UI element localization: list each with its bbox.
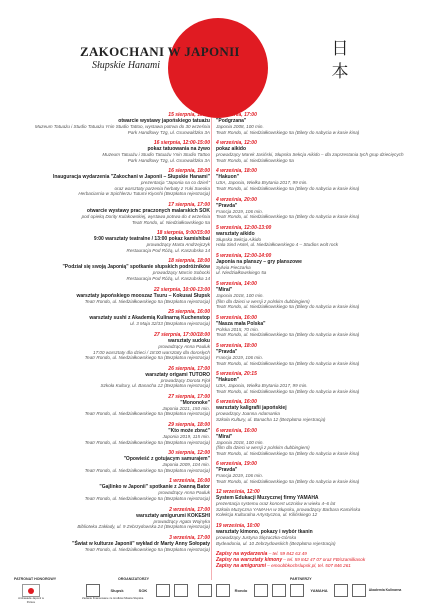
contact-label: Zapisy na warsztaty kimony xyxy=(216,557,283,564)
event-title: "Mirai" xyxy=(216,433,233,440)
event-title: pokaz aikido xyxy=(216,146,247,153)
logo-icon xyxy=(174,584,188,597)
event-item xyxy=(216,428,412,457)
event-detail: Teatr Rondo, ul. Niedziałkowskiego 5a xyxy=(216,157,294,163)
event-detail: Francja 2019, 106 min. xyxy=(216,355,263,360)
event-detail: Teatr Rondo, ul. Niedziałkowskiego 5a (Bilety do nabycia w kasie kina) xyxy=(216,185,360,191)
event-item xyxy=(14,422,210,445)
event-detail: Herbaciarnia w Spichlerzu Tutumi Kiyoshi (Bezpłatna rejestracja) xyxy=(78,191,210,197)
event-item xyxy=(216,523,412,546)
event-item xyxy=(14,535,210,553)
event-item xyxy=(14,450,210,473)
page-title: ZAKOCHANI W JAPONII xyxy=(80,44,240,59)
event-title: pokaz tatuowania na żywo xyxy=(147,146,210,153)
event-title: "Podgrzana" xyxy=(216,118,247,124)
event-detail: (film dla dzieci w wersji z polskim dubbingiem) xyxy=(216,445,310,451)
event-title: "Mirai" xyxy=(216,287,233,294)
event-detail: prowadzący Agata Wojnyka xyxy=(153,518,210,524)
event-detail: ul. Niedziałkowskiego 5a xyxy=(216,270,267,276)
contact-label: Zapisy na amigurumi xyxy=(216,563,267,570)
event-title: System Edukacji Muzycznej firmy YAMAHA xyxy=(216,495,319,502)
event-detail: prowadzący Marta Andrzejczyk xyxy=(146,242,210,248)
event-title: warsztaty kimono, pokazy i wybór tkanin xyxy=(216,529,313,536)
event-title: Inauguracja wydarzenia "Zakochani w Japonii – Słupskie Hanami" xyxy=(52,174,210,181)
event-date: 5 września, 16:00 xyxy=(216,314,257,321)
event-item xyxy=(216,140,412,163)
event-detail: prowadzący Dorota Fijoł xyxy=(160,377,210,383)
event-detail: Japonia 2019, 115 min. xyxy=(162,434,210,440)
logo-icon xyxy=(216,584,230,597)
event-detail: Teatr Rondo, ul. Niedziałkowskiego 5a (Bilety do nabycia w kasie kina) xyxy=(216,304,360,310)
event-date: 26 sierpnia, 17:00 xyxy=(168,365,210,372)
partner-logo-akademia: Akademia Kulinarna xyxy=(368,588,402,592)
event-date: 25 sierpnia, 16:00 xyxy=(168,309,210,316)
event-detail: Hala Sind Hotel, ul. Niedziałkowskiego 4 – Studios wolt rock xyxy=(216,242,339,248)
logo-icon xyxy=(254,584,268,597)
event-detail: prowadzący Marcin Sobocki xyxy=(152,270,210,276)
event-date: 2 września, 17:00 xyxy=(169,506,210,513)
event-item xyxy=(14,168,210,197)
event-date: 5 września, 12:00-14:00 xyxy=(216,252,272,259)
logo-icon xyxy=(290,584,304,597)
event-date: 30 sierpnia, 12:00 xyxy=(168,450,210,457)
event-title: 9:00 warsztaty teatralne / 13:00 pokaz kamishibai xyxy=(93,236,210,243)
event-detail: Restauracja Pod Różą, ul. Kaszubska 14 xyxy=(126,275,210,281)
event-date: 4 września, 12:00 xyxy=(216,140,257,147)
event-detail: Teatr Rondo, ul. Niedziałkowskiego 5a (Bezpłatna rejestracja) xyxy=(84,411,210,417)
column-divider xyxy=(211,110,212,580)
kanji-nihon xyxy=(330,38,350,84)
event-detail: Szkoła Kultury, ul. Banacha 12 (Bezpłatna rejestracja) xyxy=(216,416,326,422)
event-detail: prowadzący Anna Pauluk xyxy=(158,490,210,496)
event-title: warsztaty amigurumi KOKESHI xyxy=(136,512,210,519)
event-item xyxy=(14,202,210,225)
event-title: "Pravda" xyxy=(216,467,238,474)
event-detail: Teatr Rondo, ul. Niedziałkowskiego 5a (Bilety do nabycia w kasie kina) xyxy=(216,388,360,394)
event-date: 18 sierpnia, 18:00 xyxy=(168,258,210,265)
event-detail: Teatr Rondo, ul. Niedziałkowskiego 5a (Bezpłatna rejestracja) xyxy=(84,439,210,445)
event-detail: Park Handlowy Tzg, ul. Grunwaldzka 3A xyxy=(127,129,210,135)
event-date: 19 września, 10:00 xyxy=(216,523,260,530)
event-item xyxy=(14,140,210,163)
event-date: 16 sierpnia, 18:00 xyxy=(168,168,210,175)
event-detail: prowadzący Justyna Ślęzaczka-Górska xyxy=(216,535,297,541)
event-date: 4 września, 20:00 xyxy=(216,196,257,203)
event-title: "Gajlinko w Japonii" spotkanie z Joanną Bator xyxy=(99,484,210,491)
event-title: "Podział się swoją Japonią" spotkanie słupskich podróżników xyxy=(62,264,210,271)
event-date: 4 września, 18:00 xyxy=(216,168,257,175)
event-title: "Świat w kulturze Japonii" wykład dr Marty Anny Sołopaty xyxy=(72,540,210,547)
event-detail: Park Handlowy Tzg, ul. Grunwaldzka 3A xyxy=(127,157,210,163)
event-title: warsztaty sudoku xyxy=(168,338,210,344)
event-date: 6 września, 19:00 xyxy=(216,461,257,468)
logo-icon xyxy=(156,584,170,597)
event-date: 6 września, 16:00 xyxy=(216,427,257,434)
event-detail: Restauracja Pod Różą, ul. Kaszubska 14 xyxy=(126,247,210,253)
event-detail: Japonia 2008, 100 min. xyxy=(216,124,264,129)
event-detail: USA, Japonia, Wielka Brytania 2017, 99 min. xyxy=(216,180,308,186)
event-detail: Teatr Rondo, ul. Niedziałkowskiego 5a (Bezpłatna rejestracja) xyxy=(84,546,210,552)
patron-label: PATRONAT HONOROWY xyxy=(14,577,57,581)
logo-icon xyxy=(334,584,348,597)
event-title: "Pravda" xyxy=(216,349,238,355)
contact-text: – emoobbkochslupsk.pl, tel. 507 846 261 xyxy=(267,563,351,569)
event-detail: prowadzący Anna Pauluk xyxy=(158,344,210,349)
page-subtitle: Słupskie Hanami xyxy=(92,60,161,71)
event-title: warsztaty aikido xyxy=(216,230,255,237)
event-detail: Biblioteka Zakłady, ul. 9 Zebrzydowska 24 (Bezpłatna rejestracja) xyxy=(77,524,210,530)
event-date: 5 września, 14:00 xyxy=(216,281,257,288)
schedule-right-column xyxy=(216,112,412,575)
event-title: "Pravda" xyxy=(216,202,238,209)
event-item xyxy=(216,371,412,394)
event-detail: prezentacja "Japonia na co dzień" xyxy=(140,180,210,186)
logo-icon xyxy=(198,584,212,597)
kanji-char-2: 本 xyxy=(331,62,349,82)
event-detail: Teatr Rondo, ul. Niedziałkowskiego 5a (Bezpłatna rejestracja) xyxy=(84,495,210,501)
event-detail: Muzeum Tatuażu i Studio Tatuażu Ynin Studio Tattoo xyxy=(102,152,210,158)
event-detail: Słupska Sekcja Aikido xyxy=(216,236,262,242)
event-title: "Opowieść z gotujacym samurajem" xyxy=(123,456,210,463)
event-date: 15 sierpnia, 18:00 xyxy=(168,112,210,118)
contact-line xyxy=(216,563,412,569)
funding-note: Zadanie finansowane ze środków Miasta Słupska xyxy=(82,596,144,600)
event-date: 12 września, 12:00 xyxy=(216,489,260,496)
event-detail: prowadzący Joanna Adamanka xyxy=(216,411,280,417)
event-title: otwarcie wystawy prac praczonych malarskich SOK xyxy=(86,208,210,215)
event-title: warsztaty origami TUTORO xyxy=(145,371,210,378)
partner-logo-rondo: Rondo xyxy=(234,587,248,593)
event-item xyxy=(216,112,412,135)
event-date: 22 sierpnia, 10:00-13:00 xyxy=(153,286,210,293)
event-item xyxy=(14,478,210,501)
event-detail: Teatr Rondo, ul. Niedziałkowskiego 5a (Bilety do nabycia w kasie kina) xyxy=(216,450,360,456)
event-detail: oraz warsztaty parzenia herbaty z Yuki Sueoka xyxy=(114,185,210,191)
event-detail: Teatr Rondo, ul. Niedziałkowskiego 5a (Bilety do nabycia w kasie kina) xyxy=(216,129,360,135)
event-item xyxy=(14,287,210,305)
event-detail: Francja 2019, 106 min. xyxy=(216,473,263,479)
event-detail: Teatr Rondo, ul. Niedziałkowskiego 5a (Bezpłatna rejestracja) xyxy=(84,298,210,304)
event-date: 5 września, 12:00-13:00 xyxy=(216,224,272,231)
contact-text: – tel. 59 842 47 07 oraz FB/szamilkasok xyxy=(283,557,366,563)
event-item xyxy=(14,309,210,327)
event-detail: Teatr Rondo, ul. Niedziałkowskiego 5a (Bilety do nabycia w kasie kina) xyxy=(216,478,360,484)
event-item xyxy=(216,461,412,484)
event-date: 18 sierpnia, 9:00/15:00 xyxy=(156,230,210,237)
event-title: warsztaty kaligrafii japońskiej xyxy=(216,405,287,412)
event-detail: ul. 3 Maja 32/33 (Bezpłatna rejestracja) xyxy=(130,321,210,327)
patron-caption: Ambasada Japonii w Polsce xyxy=(18,596,44,604)
schedule-left-column xyxy=(14,112,210,558)
event-item xyxy=(216,197,412,220)
event-item xyxy=(14,366,210,389)
event-title: Japonia na planszy – gry planszowe xyxy=(216,258,302,265)
event-detail: Teatr Rondo, ul. Niedziałkowskiego 5a (Bilety do nabycia w kasie kina) xyxy=(216,360,360,366)
event-date: 27 sierpnia, 17:00 xyxy=(168,393,210,400)
event-item xyxy=(216,281,412,310)
event-detail: Japonia 2009, 104 min. xyxy=(162,462,210,468)
logo-icon xyxy=(272,584,286,597)
contact-text: – tel. 59 842 63 49 xyxy=(268,551,307,557)
event-detail: prezentacja systemu oraz koncert uczniów w wieku 4–6 lat xyxy=(216,501,336,507)
event-date: 3 września, 17:00 xyxy=(169,534,210,541)
event-detail: Japonia 2018, 100 min. xyxy=(216,293,264,299)
event-date: 3 września, 17:00 xyxy=(216,112,257,118)
event-item xyxy=(14,394,210,417)
rising-sun-circle xyxy=(168,18,268,118)
event-detail: Bydeadonia, ul. 10 Zebrzydowskich (Bezpłatna rejestracja) xyxy=(216,540,336,546)
event-item xyxy=(216,399,412,422)
partner-logo-yamaha: YAMAHA xyxy=(310,587,328,593)
event-detail: Teatr Rondo, ul. Niedziałkowskiego 5a xyxy=(132,219,210,225)
event-item xyxy=(216,343,412,366)
event-item xyxy=(14,507,210,530)
event-title: "Mononoke" xyxy=(180,399,210,406)
event-item xyxy=(14,230,210,253)
event-item xyxy=(216,489,412,518)
event-title: "Hakuon" xyxy=(216,174,240,181)
event-date: 1 września, 16:00 xyxy=(169,478,210,485)
event-date: 5 września, 20:15 xyxy=(216,371,257,378)
event-date: 29 sierpnia, 18:00 xyxy=(168,422,210,429)
event-detail: Polska 2015, 70 min. xyxy=(216,326,259,332)
event-item xyxy=(216,168,412,191)
event-detail: Teatr Rondo, ul. Niedziałkowskiego 5a (Bilety do nabycia w kasie kina) xyxy=(216,332,360,338)
event-detail: Sylwia Pieczarka xyxy=(216,264,251,270)
kanji-char-1: 日 xyxy=(331,39,349,59)
logo-icon xyxy=(352,584,366,597)
contact-block xyxy=(216,551,412,569)
event-title: "Hakuon" xyxy=(216,377,240,384)
event-detail: Francja 2019, 106 min. xyxy=(216,208,263,214)
event-detail: Teatr Rondo, ul. Niedziałkowskiego 5a (Bezpłatna rejestracja) xyxy=(84,355,210,360)
organizer-logo-sok: SOK xyxy=(138,587,148,593)
partners-label: PARTNERZY xyxy=(290,577,312,581)
event-detail: prowadzący Marek Jasiński, Słupska Sekcja Aikido – dla zaprzestania tych grup dziecięcych xyxy=(216,152,404,158)
event-detail: Teatr Rondo, ul. Niedziałkowskiego 5a (Bilety do nabycia w kasie kina) xyxy=(216,214,360,220)
event-detail: Japonia 2021, 150 min. xyxy=(162,405,210,411)
event-detail: Szkoła Muzyczna YAMAHA w Słupsku, prowadzący Barbara Kamińska xyxy=(216,506,361,512)
event-item xyxy=(14,332,210,361)
event-detail: USA, Japonia, Wielka Brytania 2017, 99 min. xyxy=(216,383,308,389)
event-item xyxy=(216,315,412,338)
event-title: warsztaty sushi z Akademią Kulinarną Kuchenstop xyxy=(89,315,210,322)
event-date: 27 sierpnia, 17:00/18:00 xyxy=(154,332,210,338)
event-detail: pod opieką Dority Kulakowskiej, wystawa potrwa do 4 września xyxy=(81,214,210,220)
organizers-label: ORGANIZATORZY xyxy=(118,577,150,581)
event-title: otwarcie wystawy japońskiego tatuażu xyxy=(118,118,210,124)
organizer-logo-slupsk: Słupsk xyxy=(110,587,124,593)
event-detail: Japonia 2018, 100 min. xyxy=(216,439,264,445)
event-title: warsztaty japońskiego mooszaz Tsuru – Kokusai Słupsk xyxy=(76,292,210,299)
event-item xyxy=(14,112,210,135)
event-detail: Teatr Rondo, ul. Niedziałkowskiego 5a (Bezpłatna rejestracja) xyxy=(84,467,210,473)
event-detail: Szkoła Kultury, ul. Banacha 12 (Bezpłatna rejestracja) xyxy=(100,383,210,389)
event-detail: (film dla dzieci w wersji z polskim dubbingiem) xyxy=(216,298,310,304)
event-date: 6 września, 16:00 xyxy=(216,399,257,406)
contact-label: Zapisy na wydarzenia xyxy=(216,551,268,558)
event-item xyxy=(216,253,412,276)
event-detail: Kolekcja Kulturalna Artystyczna, ul. Kilińskiego 12 xyxy=(216,512,318,518)
event-date: 16 sierpnia, 12:00-15:00 xyxy=(153,140,210,147)
event-detail: Muzeum Tatuażu i Studio Tatuażu Ynin Studio Tattoo, wystawa potrwa do 30 września xyxy=(34,124,210,129)
event-item xyxy=(216,225,412,248)
event-title: "Kto może zbrać" xyxy=(168,428,210,435)
event-date: 17 sierpnia, 17:00 xyxy=(168,202,210,209)
event-detail: 17:00 warsztaty dla dzieci / 18:00 warsztaty dla dorosłych xyxy=(93,349,210,355)
event-title: "Nasza mała Polska" xyxy=(216,320,266,327)
event-item xyxy=(14,258,210,281)
event-date: 5 września, 18:00 xyxy=(216,343,257,349)
